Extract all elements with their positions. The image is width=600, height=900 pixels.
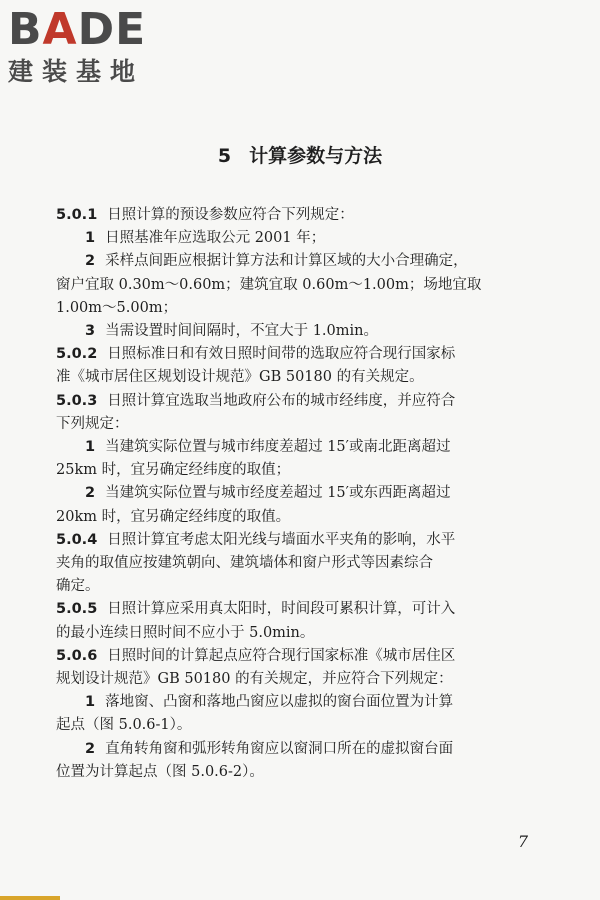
item-number: 2 bbox=[85, 253, 96, 270]
line-text: 落地窗、凸窗和落地凸窗应以虚拟的窗台面位置为计算 bbox=[105, 694, 454, 711]
item-paragraph bbox=[56, 227, 548, 250]
line-text: 日照基准年应选取公元 2001 年； bbox=[105, 230, 326, 247]
text-line bbox=[56, 714, 548, 737]
line-text: 日照标准日和有效日照时间带的选取应符合现行国家标 bbox=[107, 346, 456, 363]
line-text: 当需设置时间间隔时，不宜大于 1.0min。 bbox=[105, 323, 378, 340]
clause-number: 5.0.2 bbox=[56, 346, 98, 363]
item-paragraph bbox=[56, 482, 548, 528]
text-line bbox=[56, 552, 548, 575]
logo-wordmark bbox=[8, 4, 178, 56]
clause-number: 5.0.5 bbox=[56, 601, 98, 618]
text-line bbox=[56, 297, 548, 320]
line-text: 20km 时，宜另确定经纬度的取值。 bbox=[56, 508, 291, 525]
text-line bbox=[56, 204, 548, 227]
clause-paragraph bbox=[56, 598, 548, 644]
page-number: 7 bbox=[517, 832, 528, 851]
document-body bbox=[56, 204, 548, 784]
line-text: 1.00m～5.00m； bbox=[56, 299, 178, 316]
text-line bbox=[56, 482, 548, 505]
item-number: 2 bbox=[85, 485, 96, 502]
logo-letter-highlight: A bbox=[42, 4, 78, 55]
text-line bbox=[56, 738, 548, 761]
item-number: 1 bbox=[85, 439, 96, 456]
item-paragraph bbox=[56, 320, 548, 343]
item-number: 1 bbox=[85, 694, 96, 711]
text-line bbox=[56, 366, 548, 389]
text-line bbox=[56, 529, 548, 552]
line-text: 日照时间的计算起点应符合现行国家标准《城市居住区 bbox=[107, 647, 456, 664]
clause-number: 5.0.3 bbox=[56, 392, 98, 409]
text-line bbox=[56, 227, 548, 250]
line-text: 日照计算应采用真太阳时，时间段可累积计算，可计入 bbox=[107, 601, 456, 618]
item-number: 3 bbox=[85, 323, 96, 340]
line-text: 下列规定： bbox=[56, 415, 129, 432]
line-text: 窗户宜取 0.30m～0.60m；建筑宜取 0.60m～1.00m；场地宜取 bbox=[56, 276, 482, 293]
text-line bbox=[56, 575, 548, 598]
text-line bbox=[56, 645, 548, 668]
text-line bbox=[56, 320, 548, 343]
chapter-title bbox=[0, 141, 600, 171]
logo-subtitle: 建装基地 bbox=[8, 57, 145, 86]
line-text: 25km 时，宜另确定经纬度的取值； bbox=[56, 462, 291, 479]
line-text: 确定。 bbox=[56, 578, 100, 595]
line-text: 日照计算的预设参数应符合下列规定： bbox=[107, 207, 354, 223]
chapter-number: 5 bbox=[217, 145, 232, 167]
line-text: 当建筑实际位置与城市纬度差超过 15′或南北距离超过 bbox=[105, 439, 451, 456]
text-line bbox=[56, 622, 548, 645]
text-line bbox=[56, 343, 548, 366]
text-line bbox=[56, 506, 548, 529]
bottom-strip bbox=[0, 896, 60, 900]
clause-paragraph bbox=[56, 204, 548, 227]
line-text: 夹角的取值应按建筑朝向、建筑墙体和窗户形式等因素综合 bbox=[56, 555, 433, 572]
text-line bbox=[56, 668, 548, 691]
text-line bbox=[56, 390, 548, 413]
clause-number: 5.0.6 bbox=[56, 647, 98, 664]
text-line bbox=[56, 436, 548, 459]
clause-number: 5.0.4 bbox=[56, 531, 98, 548]
line-text: 日照计算宜选取当地政府公布的城市经纬度，并应符合 bbox=[107, 392, 456, 409]
line-text: 规划设计规范》GB 50180 的有关规定，并应符合下列规定： bbox=[56, 671, 453, 688]
line-text: 的最小连续日照时间不应小于 5.0min。 bbox=[56, 624, 315, 641]
line-text: 起点（图 5.0.6-1）。 bbox=[56, 717, 192, 734]
line-text: 当建筑实际位置与城市经度差超过 15′或东西距离超过 bbox=[105, 485, 451, 502]
text-line bbox=[56, 598, 548, 621]
logo-letters-pre: B bbox=[8, 4, 43, 55]
line-text: 准《城市居住区规划设计规范》GB 50180 的有关规定。 bbox=[56, 369, 424, 386]
text-line bbox=[56, 761, 548, 784]
item-number: 2 bbox=[85, 740, 96, 757]
clause-paragraph bbox=[56, 390, 548, 436]
item-paragraph bbox=[56, 436, 548, 482]
text-line bbox=[56, 459, 548, 482]
clause-paragraph bbox=[56, 529, 548, 599]
logo-letters-post: DE bbox=[77, 4, 147, 55]
clause-paragraph bbox=[56, 645, 548, 691]
text-line bbox=[56, 250, 548, 273]
line-text: 日照计算宜考虑太阳光线与墙面水平夹角的影响，水平 bbox=[107, 531, 456, 548]
item-paragraph bbox=[56, 738, 548, 784]
line-text: 位置为计算起点（图 5.0.6-2）。 bbox=[56, 763, 264, 780]
clause-number: 5.0.1 bbox=[56, 207, 98, 223]
line-text: 直角转角窗和弧形转角窗应以窗洞口所在的虚拟窗台面 bbox=[105, 740, 454, 757]
line-text: 采样点间距应根据计算方法和计算区域的大小合理确定， bbox=[105, 253, 468, 270]
text-line bbox=[56, 691, 548, 714]
text-line bbox=[56, 413, 548, 436]
item-paragraph bbox=[56, 691, 548, 737]
item-number: 1 bbox=[85, 230, 96, 247]
chapter-title-text: 计算参数与方法 bbox=[249, 145, 383, 167]
clause-paragraph bbox=[56, 343, 548, 389]
text-line bbox=[56, 274, 548, 297]
item-paragraph bbox=[56, 250, 548, 320]
logo bbox=[8, 4, 178, 88]
